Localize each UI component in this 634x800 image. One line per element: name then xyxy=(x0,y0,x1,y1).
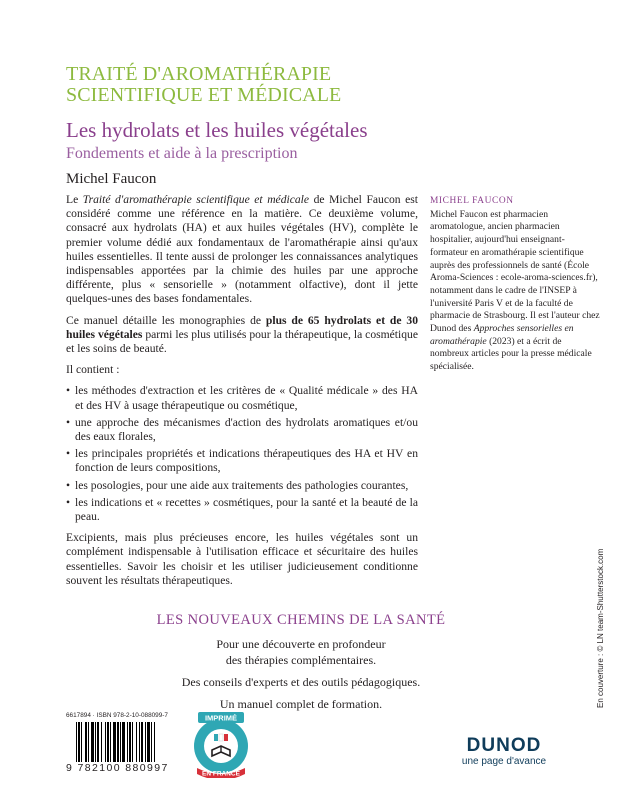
bio-text-start: Michel Faucon est pharmacien aromatologue, ancien pharmacien hospitalier, aujourd'hui enseignant-formateur en aromathérapie scientifique auprès des professionnels de santé (École Aroma-Sciences : ecole-aroma-sciences.fr), notamment dans le cadre de l'INSEP à l'université Paris V et de la faculté de pharmacie de Strasbourg. Il est l'auteur chez Dunod des xyxy=(430,208,600,335)
collection-line: Des conseils d'experts et des outils pédagogiques. xyxy=(181,675,421,689)
back-cover-text xyxy=(66,193,418,595)
list-item: • les indications et « recettes » cosmétiques, pour la santé et la beauté de la peau. xyxy=(66,496,418,524)
contents-list xyxy=(66,384,418,524)
badge-emblem-icon xyxy=(190,708,252,778)
publisher-logo xyxy=(444,736,564,768)
book-subtitle: Fondements et aide à la prescription xyxy=(66,145,298,162)
monographs-text-bold: plus de 65 hydrolats et de 30 huiles végétales xyxy=(66,313,418,341)
intro-text-end: de Michel Faucon est considéré comme une référence en la matière. Ce deuxième volume, consacré aux hydrolats (HA) et aux huiles végétales (HV), complète le premier volume dédié aux fondamentaux de l'aromathérapie ainsi qu'aux huiles essentielles. Il tente aussi de prolonger les connaissances analytiques indispensables apportées par la chimie des huiles par une approche différente, plus « sensorielle » (notamment olfactive), dont il jette quelques-unes des bases fondamentales. xyxy=(66,193,418,306)
list-item: • une approche des mécanismes d'action des hydrolats aromatiques et/ou des eaux florales, xyxy=(66,416,418,444)
publisher-tagline: une page d'avance xyxy=(461,756,547,767)
isbn-barcode xyxy=(66,712,184,775)
intro-paragraph xyxy=(66,193,418,307)
list-item: • les principales propriétés et indications thérapeutiques des HA et HV en fonction de leurs compositions, xyxy=(66,447,418,475)
collection-line: Un manuel complet de formation. xyxy=(219,697,383,711)
cover-photo-credit: En couverture : © LN team-Shutterstock.com xyxy=(596,548,605,708)
barcode-bars-icon xyxy=(76,722,184,762)
intro-text-start: Le xyxy=(66,193,83,206)
series-title-line-2: SCIENTIFIQUE ET MÉDICALE xyxy=(66,84,342,106)
collection-name: LES NOUVEAUX CHEMINS DE LA SANTÉ xyxy=(156,612,446,628)
list-item: • les posologies, pour une aide aux traitements des pathologies courantes, xyxy=(66,479,418,493)
bio-text xyxy=(430,209,602,374)
monographs-text-end: parmi les plus utilisés pour la thérapeutique, la cosmétique et les soins de beauté. xyxy=(66,327,418,356)
collection-line: des thérapies complémentaires. xyxy=(225,653,377,667)
imprime-en-france-badge xyxy=(190,708,252,778)
series-title-line-1: TRAITÉ D'AROMATHÉRAPIE xyxy=(66,63,332,85)
bio-text-end: (2023) et a écrit de nombreux articles pour la presse médicale spécialisée. xyxy=(430,335,592,373)
author-bio xyxy=(430,195,602,374)
isbn-code: 6617894 · ISBN 978-2-10-088099-7 xyxy=(66,712,168,719)
list-item: • les méthodes d'extraction et les critères de « Qualité médicale » des HA et des HV à usage thérapeutique ou cosmétique, xyxy=(66,384,418,412)
author-name: Michel Faucon xyxy=(66,171,157,187)
intro-text-italic: Traité d'aromathérapie scientifique et médicale xyxy=(82,193,310,206)
collection-line: Pour une découverte en profondeur xyxy=(216,637,386,651)
collection-block xyxy=(66,612,536,712)
badge-top-text: IMPRIMÉ xyxy=(204,713,238,723)
contents-heading: Il contient : xyxy=(66,363,120,377)
badge-bottom-text: EN FRANCE xyxy=(202,770,240,778)
publisher-name: DUNOD xyxy=(466,735,542,756)
bio-name: MICHEL FAUCON xyxy=(430,196,514,206)
closing-paragraph: Excipients, mais plus précieuses encore, les huiles végétales sont un complément indispensable à l'utilisation efficace et sécuritaire des huiles essentielles. Savoir les choisir et les utiliser judicieusement conditionne souvent les résultats thérapeutiques. xyxy=(66,531,418,587)
barcode-digits: 9 782100 880997 xyxy=(66,762,169,774)
series-title xyxy=(66,64,466,106)
monographs-paragraph xyxy=(66,314,418,357)
bio-book-title: Approches sensorielles en aromathérapie xyxy=(430,323,574,347)
book-title: Les hydrolats et les huiles végétales xyxy=(66,118,368,142)
monographs-text-start: Ce manuel détaille les monographies de xyxy=(66,313,266,327)
